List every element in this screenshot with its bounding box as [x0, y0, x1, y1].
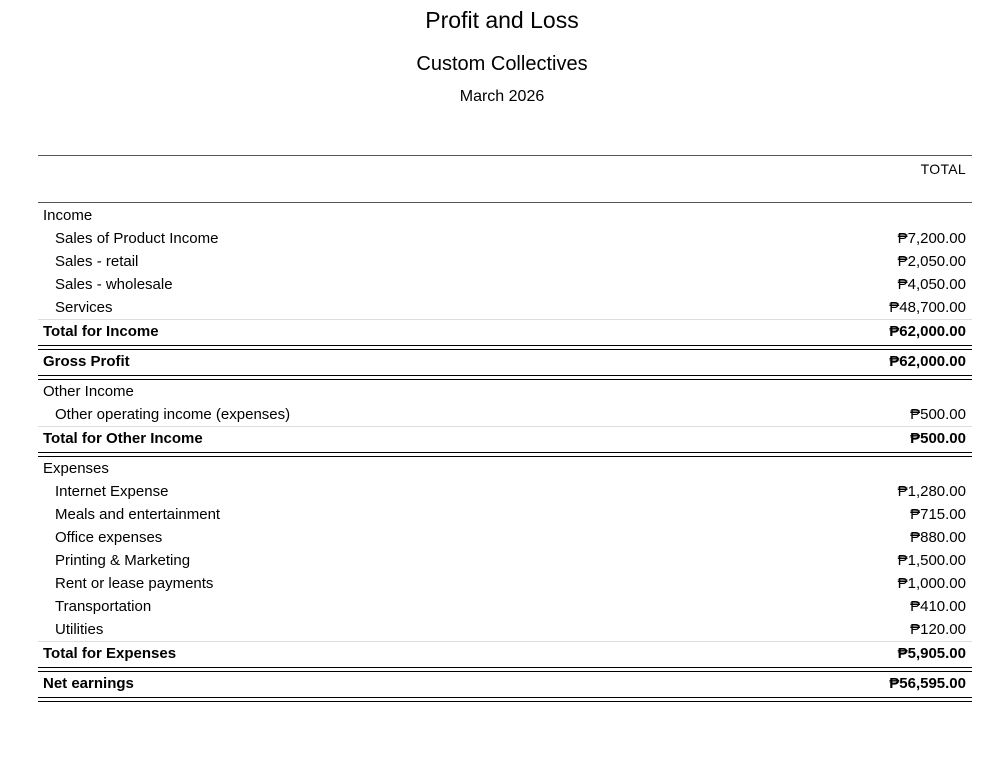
expense-label: Office expenses: [55, 529, 163, 546]
expense-row: [38, 549, 972, 572]
income-amount: ₱2,050.00: [897, 253, 966, 270]
expense-label: Meals and entertainment: [55, 506, 221, 523]
other-income-total-label: Total for Other Income: [43, 430, 203, 447]
total-column-header: TOTAL: [920, 161, 966, 177]
net-earnings-amount: ₱56,595.00: [889, 675, 966, 692]
column-header-row: [38, 155, 972, 203]
income-label: Sales - wholesale: [55, 276, 173, 293]
income-heading: Income: [43, 207, 93, 224]
net-earnings-label: Net earnings: [43, 675, 134, 692]
expenses-total-label: Total for Expenses: [43, 645, 177, 662]
net-earnings-row: [38, 672, 972, 695]
expense-label: Printing & Marketing: [55, 552, 191, 569]
other-income-amount: ₱500.00: [910, 406, 966, 423]
other-income-total-amount: ₱500.00: [910, 430, 966, 447]
gross-profit-label: Gross Profit: [43, 353, 130, 370]
expense-row: [38, 572, 972, 595]
other-income-total-row: [38, 426, 972, 450]
income-row: [38, 296, 972, 319]
company-name: Custom Collectives: [416, 53, 588, 75]
expenses-total-row: [38, 641, 972, 665]
gross-profit-amount: ₱62,000.00: [889, 353, 966, 370]
expense-amount: ₱410.00: [910, 598, 966, 615]
other-income-row: [38, 403, 972, 426]
income-amount: ₱4,050.00: [897, 276, 966, 293]
other-income-heading-row: [38, 380, 972, 403]
expenses-heading-row: [38, 457, 972, 480]
report-title: Profit and Loss: [425, 7, 579, 33]
income-row: [38, 250, 972, 273]
income-amount: ₱48,700.00: [889, 299, 966, 316]
double-rule: [38, 697, 972, 702]
expense-label: Utilities: [55, 621, 104, 638]
income-row: [38, 273, 972, 296]
income-total-row: [38, 319, 972, 343]
expense-row: [38, 480, 972, 503]
other-income-heading: Other Income: [43, 383, 134, 400]
report-period: March 2026: [459, 88, 545, 105]
income-total-amount: ₱62,000.00: [889, 323, 966, 340]
expense-amount: ₱715.00: [910, 506, 966, 523]
expense-label: Transportation: [55, 598, 152, 615]
expense-amount: ₱1,280.00: [897, 483, 966, 500]
expense-amount: ₱1,500.00: [897, 552, 966, 569]
expense-amount: ₱1,000.00: [897, 575, 966, 592]
other-income-label: Other operating income (expenses): [55, 406, 291, 423]
expenses-heading: Expenses: [43, 460, 109, 477]
expense-label: Rent or lease payments: [55, 575, 214, 592]
income-amount: ₱7,200.00: [897, 230, 966, 247]
income-label: Sales - retail: [55, 253, 139, 270]
report-table: [38, 155, 972, 702]
income-row: [38, 227, 972, 250]
expense-row: [38, 503, 972, 526]
expense-label: Internet Expense: [55, 483, 169, 500]
gross-profit-row: [38, 350, 972, 373]
income-total-label: Total for Income: [43, 323, 159, 340]
income-heading-row: [38, 204, 972, 227]
expense-row: [38, 526, 972, 549]
income-label: Services: [55, 299, 113, 316]
income-label: Sales of Product Income: [55, 230, 219, 247]
expense-amount: ₱880.00: [910, 529, 966, 546]
expense-row: [38, 618, 972, 641]
expense-row: [38, 595, 972, 618]
expense-amount: ₱120.00: [910, 621, 966, 638]
expenses-total-amount: ₱5,905.00: [897, 645, 966, 662]
